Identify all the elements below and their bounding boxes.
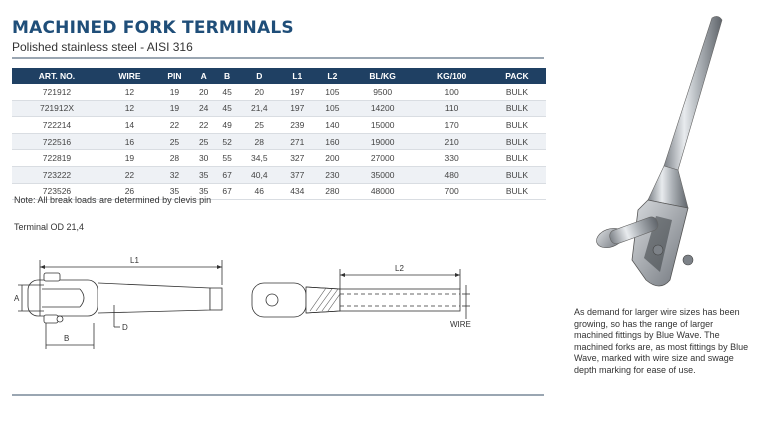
table-cell: 239 — [280, 117, 315, 134]
table-cell: 35 — [157, 183, 192, 200]
table-cell: 140 — [315, 117, 350, 134]
table-cell: 434 — [280, 183, 315, 200]
table-cell: 19000 — [350, 133, 415, 150]
table-cell: 100 — [415, 84, 487, 100]
table-cell: 52 — [215, 133, 238, 150]
table-row — [12, 100, 546, 117]
table-cell: 27000 — [350, 150, 415, 167]
column-header: ART. NO. — [12, 68, 102, 84]
table-cell: BULK — [488, 117, 546, 134]
column-header: WIRE — [102, 68, 157, 84]
table-cell: 721912 — [12, 84, 102, 100]
table-cell: 16 — [102, 133, 157, 150]
table-cell: 197 — [280, 84, 315, 100]
table-cell: 34,5 — [239, 150, 280, 167]
table-cell: 271 — [280, 133, 315, 150]
table-cell: 722819 — [12, 150, 102, 167]
table-cell: 721912X — [12, 100, 102, 117]
fork-top-view — [252, 283, 306, 317]
column-header: B — [215, 68, 238, 84]
table-header-row — [12, 68, 546, 84]
terminal-od-note: Terminal OD 21,4 — [14, 222, 85, 232]
label-l1: L1 — [130, 256, 139, 265]
column-header: BL/KG — [350, 68, 415, 84]
table-cell: 722516 — [12, 133, 102, 150]
table-cell: 105 — [315, 100, 350, 117]
column-header: L2 — [315, 68, 350, 84]
table-cell: BULK — [488, 183, 546, 200]
table-cell: 12 — [102, 84, 157, 100]
table-cell: 40,4 — [239, 166, 280, 183]
table-cell: 12 — [102, 100, 157, 117]
table-cell: 55 — [215, 150, 238, 167]
table-row — [12, 166, 546, 183]
table-cell: 35 — [192, 166, 215, 183]
page-subtitle: Polished stainless steel - AISI 316 — [12, 40, 193, 54]
label-d: D — [122, 323, 128, 332]
page-title: MACHINED FORK TERMINALS — [12, 18, 294, 38]
table-cell: 105 — [315, 84, 350, 100]
table-cell: 30 — [192, 150, 215, 167]
table-cell: 723222 — [12, 166, 102, 183]
table-cell: BULK — [488, 84, 546, 100]
table-cell: 22 — [192, 117, 215, 134]
table-cell: 15000 — [350, 117, 415, 134]
table-cell: 45 — [215, 84, 238, 100]
table-cell: BULK — [488, 166, 546, 183]
table-cell: 22 — [157, 117, 192, 134]
table-cell: 21,4 — [239, 100, 280, 117]
table-cell: 14200 — [350, 100, 415, 117]
table-cell: 20 — [239, 84, 280, 100]
column-header: PIN — [157, 68, 192, 84]
table-body — [12, 84, 546, 200]
table-cell: 330 — [415, 150, 487, 167]
column-header: A — [192, 68, 215, 84]
table-cell: 160 — [315, 133, 350, 150]
table-cell: 49 — [215, 117, 238, 134]
column-header: L1 — [280, 68, 315, 84]
table-row — [12, 133, 546, 150]
table-cell: 26 — [102, 183, 157, 200]
table-cell: 46 — [239, 183, 280, 200]
table-cell: 480 — [415, 166, 487, 183]
table-cell: 722214 — [12, 117, 102, 134]
table-cell: 210 — [415, 133, 487, 150]
table-cell: 24 — [192, 100, 215, 117]
label-b: B — [64, 334, 70, 343]
table-cell: BULK — [488, 100, 546, 117]
table-cell: 19 — [157, 84, 192, 100]
column-header: KG/100 — [415, 68, 487, 84]
table-row — [12, 117, 546, 134]
divider — [12, 57, 544, 59]
table-cell: 230 — [315, 166, 350, 183]
spec-table — [12, 68, 546, 200]
table-cell: BULK — [488, 133, 546, 150]
label-wire: WIRE — [450, 320, 471, 329]
technical-drawing — [0, 245, 545, 385]
table-row — [12, 150, 546, 167]
label-l2: L2 — [395, 264, 404, 273]
table-cell: 9500 — [350, 84, 415, 100]
table-cell: 700 — [415, 183, 487, 200]
table-cell: 28 — [239, 133, 280, 150]
table-cell: 20 — [192, 84, 215, 100]
table-cell: 45 — [215, 100, 238, 117]
label-a: A — [14, 294, 20, 303]
table-row — [12, 84, 546, 100]
table-cell: 14 — [102, 117, 157, 134]
table-cell: 25 — [157, 133, 192, 150]
product-description: As demand for larger wire sizes has been growing, so has the range of larger machined fittings by Blue Wave. The machined forks are, as most fittings by Blue Wave, marked with wire size and swage depth marking for ease of use. — [574, 307, 749, 375]
table-cell: 32 — [157, 166, 192, 183]
column-header: D — [239, 68, 280, 84]
table-cell: 48000 — [350, 183, 415, 200]
table-cell: 200 — [315, 150, 350, 167]
table-cell: 35 — [192, 183, 215, 200]
table-cell: 35000 — [350, 166, 415, 183]
table-cell: 19 — [102, 150, 157, 167]
table-cell: 170 — [415, 117, 487, 134]
table-cell: 25 — [239, 117, 280, 134]
table-cell: 28 — [157, 150, 192, 167]
table-cell: 280 — [315, 183, 350, 200]
column-header: PACK — [488, 68, 546, 84]
table-cell: 110 — [415, 100, 487, 117]
table-cell: 67 — [215, 183, 238, 200]
table-cell: 723526 — [12, 183, 102, 200]
break-load-note: Note: All break loads are determined by clevis pin — [14, 195, 212, 205]
table-cell: 327 — [280, 150, 315, 167]
table-cell: BULK — [488, 150, 546, 167]
table-cell: 22 — [102, 166, 157, 183]
product-photo — [560, 10, 750, 290]
table-cell: 19 — [157, 100, 192, 117]
table-cell: 197 — [280, 100, 315, 117]
table-cell: 67 — [215, 166, 238, 183]
table-cell: 25 — [192, 133, 215, 150]
table-cell: 377 — [280, 166, 315, 183]
divider-bottom — [12, 394, 544, 396]
